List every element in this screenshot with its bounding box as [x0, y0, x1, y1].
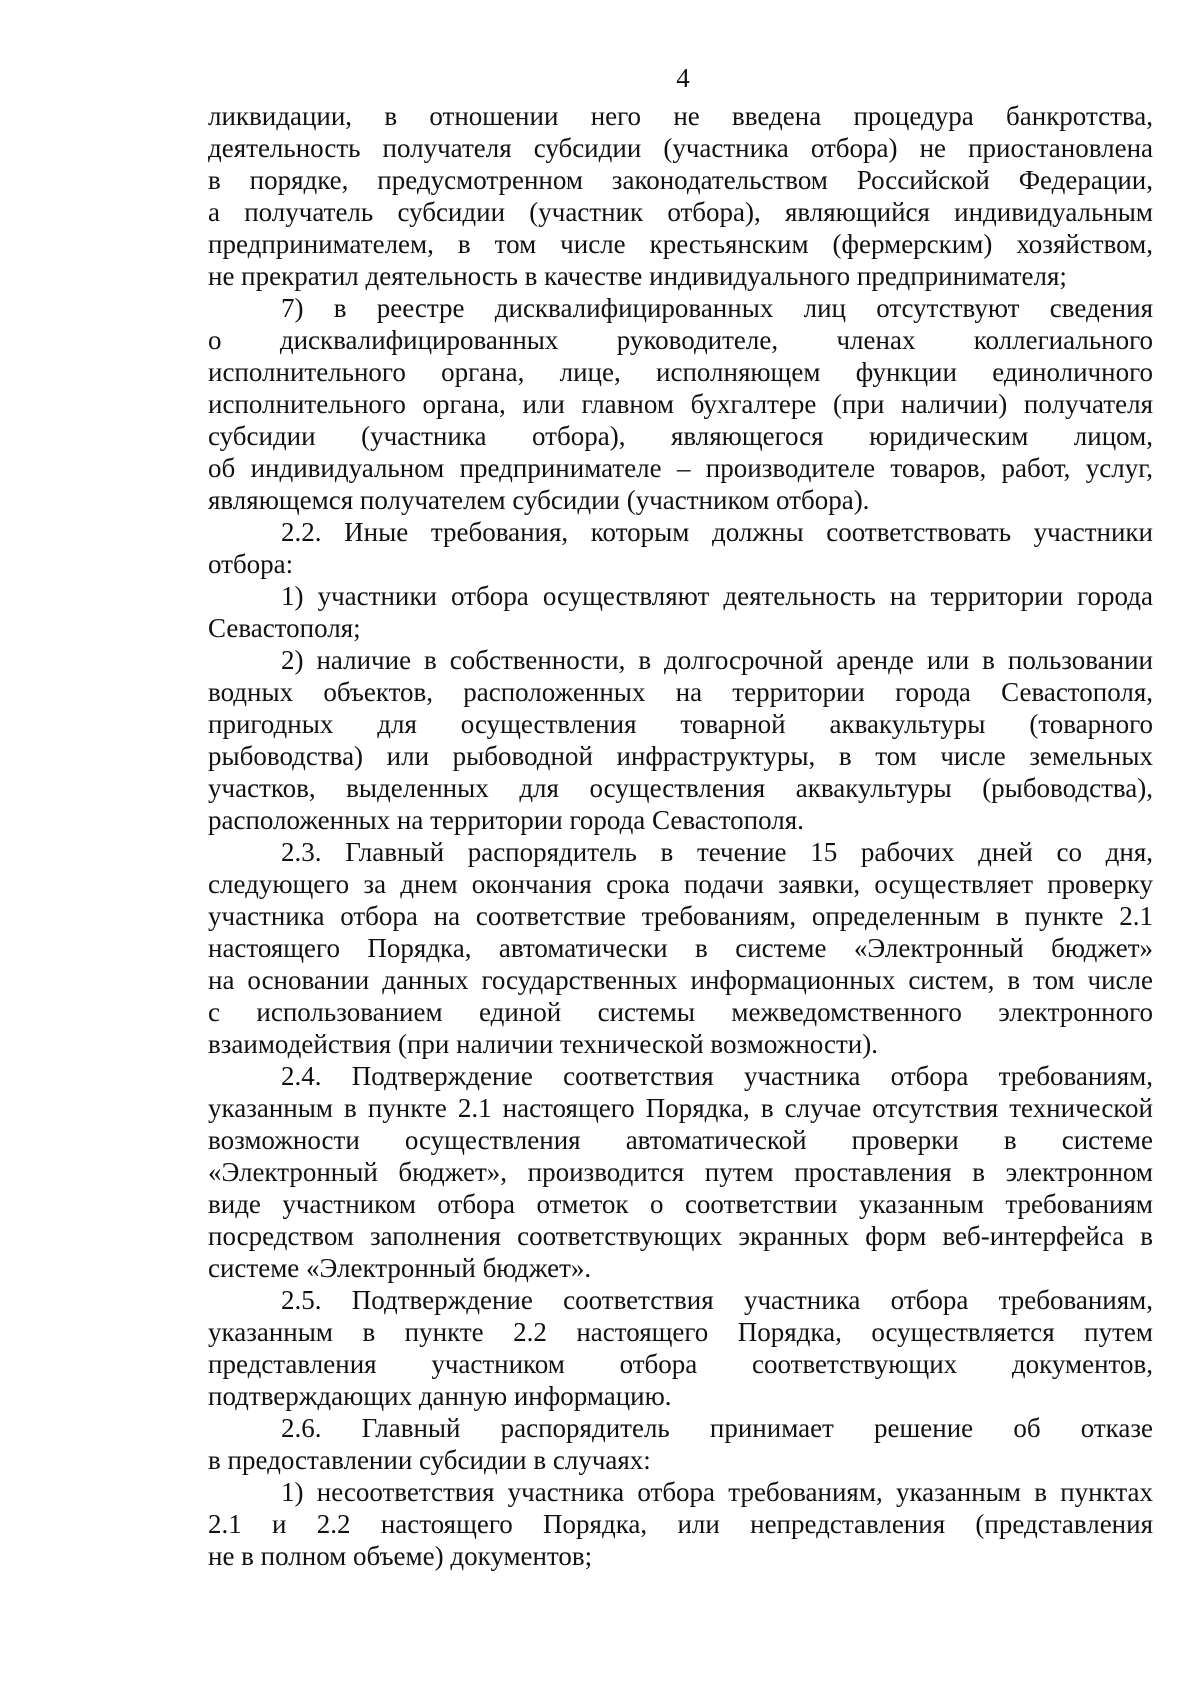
text-line: в порядке, предусмотренном законодательством Российской Федерации,: [208, 165, 1153, 195]
paragraph-2: [208, 292, 1153, 516]
text-line: деятельность получателя субсидии (участника отбора) не приостановлена: [208, 133, 1153, 163]
text-line: виде участником отбора отметок о соответствии указанным требованиям: [208, 1189, 1153, 1219]
text-line: 2.5. Подтверждение соответствия участника отбора требованиям,: [281, 1285, 1153, 1315]
paragraph-4: [208, 580, 1153, 644]
text-line: не прекратил деятельность в качестве индивидуального предпринимателя;: [208, 261, 1067, 291]
text-line: посредством заполнения соответствующих экранных форм веб-интерфейса в: [208, 1221, 1153, 1251]
text-line: настоящего Порядка, автоматически в системе «Электронный бюджет»: [208, 933, 1153, 963]
text-line: представления участником отбора соответствующих документов,: [208, 1349, 1153, 1379]
page-number: 4: [676, 63, 690, 93]
paragraph-8: [208, 1284, 1153, 1412]
text-line: об индивидуальном предпринимателе – производителе товаров, работ, услуг,: [208, 453, 1153, 483]
paragraph-7: [208, 1060, 1153, 1284]
text-line: участника отбора на соответствие требованиям, определенным в пункте 2.1: [208, 901, 1153, 931]
text-line: 2) наличие в собственности, в долгосрочной аренде или в пользовании: [281, 645, 1153, 675]
text-line: не в полном объеме) документов;: [208, 1541, 593, 1571]
text-line: с использованием единой системы межведомственного электронного: [208, 997, 1153, 1027]
text-line: ликвидации, в отношении него не введена процедура банкротства,: [208, 101, 1153, 131]
text-line: «Электронный бюджет», производится путем проставления в электронном: [208, 1157, 1153, 1187]
paragraph-1: [208, 100, 1153, 292]
text-line: Севастополя;: [208, 613, 361, 643]
text-line: 2.6. Главный распорядитель принимает решение об отказе: [281, 1413, 1153, 1443]
text-line: в предоставлении субсидии в случаях:: [208, 1445, 651, 1475]
text-line: участков, выделенных для осуществления аквакультуры (рыбоводства),: [208, 773, 1153, 803]
text-line: 2.1 и 2.2 настоящего Порядка, или непредставления (представления: [208, 1509, 1153, 1539]
text-line: о дисквалифицированных руководителе, членах коллегиального: [208, 325, 1153, 355]
text-line: указанным в пункте 2.2 настоящего Порядка, осуществляется путем: [208, 1317, 1153, 1347]
paragraph-3: [208, 516, 1153, 580]
document-body: [208, 100, 1153, 1572]
text-line: 2.2. Иные требования, которым должны соответствовать участники: [281, 517, 1153, 547]
paragraph-10: [208, 1476, 1153, 1572]
text-line: являющемся получателем субсидии (участником отбора).: [208, 485, 870, 515]
text-line: системе «Электронный бюджет».: [208, 1253, 592, 1283]
text-line: предпринимателем, в том числе крестьянским (фермерским) хозяйством,: [208, 229, 1153, 259]
text-line: исполнительного органа, или главном бухгалтере (при наличии) получателя: [208, 389, 1153, 419]
text-line: водных объектов, расположенных на территории города Севастополя,: [208, 677, 1153, 707]
text-line: 7) в реестре дисквалифицированных лиц отсутствуют сведения: [281, 293, 1153, 323]
text-line: пригодных для осуществления товарной аквакультуры (товарного: [208, 709, 1153, 739]
text-line: расположенных на территории города Севастополя.: [208, 805, 804, 835]
text-line: на основании данных государственных информационных систем, в том числе: [208, 965, 1153, 995]
text-line: взаимодействия (при наличии технической возможности).: [208, 1029, 878, 1059]
text-line: исполнительного органа, лице, исполняющем функции единоличного: [208, 357, 1153, 387]
text-line: возможности осуществления автоматической проверки в системе: [208, 1125, 1153, 1155]
text-line: следующего за днем окончания срока подачи заявки, осуществляет проверку: [208, 869, 1153, 899]
text-line: 1) несоответствия участника отбора требованиям, указанным в пунктах: [281, 1477, 1153, 1507]
paragraph-9: [208, 1412, 1153, 1476]
text-line: указанным в пункте 2.1 настоящего Порядка, в случае отсутствия технической: [208, 1093, 1153, 1123]
text-line: а получатель субсидии (участник отбора), являющийся индивидуальным: [208, 197, 1153, 227]
paragraph-6: [208, 836, 1153, 1060]
text-line: отбора:: [208, 549, 294, 579]
text-line: 2.3. Главный распорядитель в течение 15 рабочих дней со дня,: [281, 837, 1153, 867]
text-line: подтверждающих данную информацию.: [208, 1381, 672, 1411]
text-line: 2.4. Подтверждение соответствия участника отбора требованиям,: [281, 1061, 1153, 1091]
paragraph-5: [208, 644, 1153, 836]
text-line: субсидии (участника отбора), являющегося юридическим лицом,: [208, 421, 1153, 451]
text-line: 1) участники отбора осуществляют деятельность на территории города: [281, 581, 1153, 611]
text-line: рыбоводства) или рыбоводной инфраструктуры, в том числе земельных: [208, 741, 1153, 771]
